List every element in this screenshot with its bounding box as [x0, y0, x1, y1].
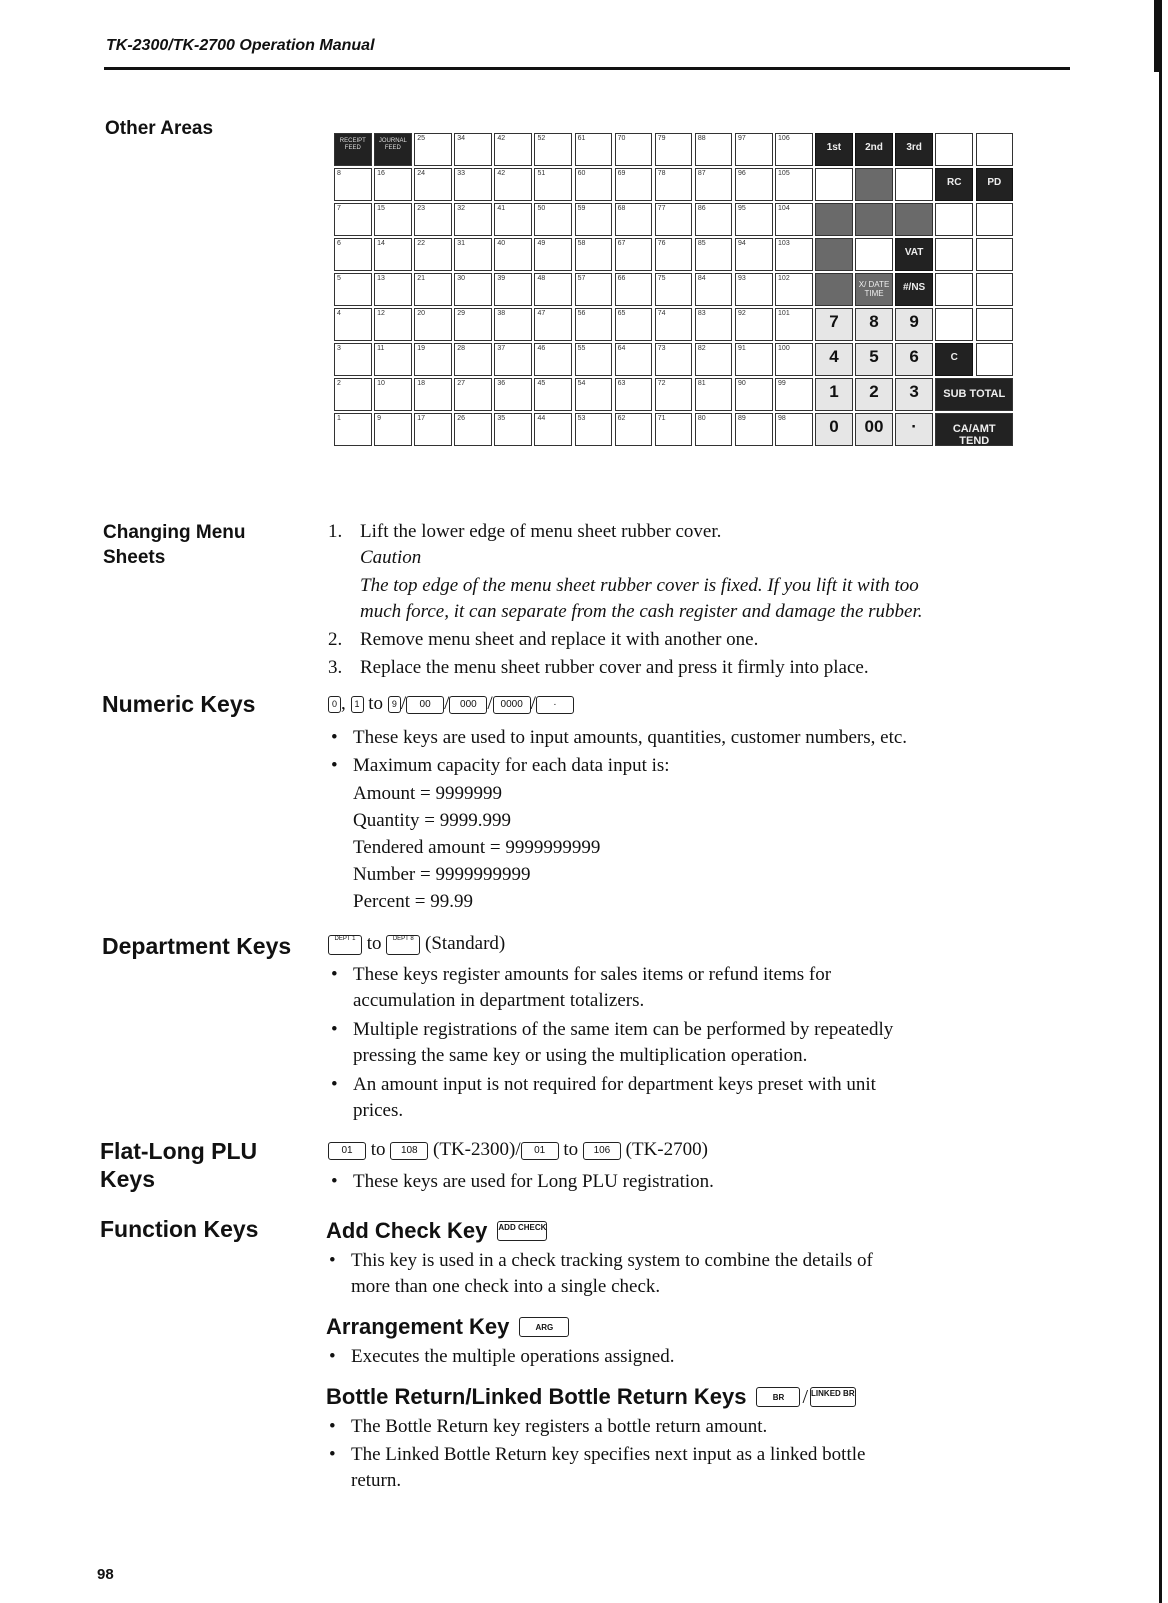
keyboard-key: 21: [414, 273, 452, 306]
keyboard-key: 49: [534, 238, 572, 271]
plu-heading-line2: Keys: [100, 1166, 155, 1192]
keyboard-key: 26: [454, 413, 492, 446]
step-2: [328, 627, 1068, 653]
keyboard-key: 2nd: [855, 133, 893, 166]
keyboard-key: 50: [534, 203, 572, 236]
keyboard-key: [935, 203, 973, 236]
keyboard-key: 16: [374, 168, 412, 201]
keyboard-key: 94: [735, 238, 773, 271]
step-3: [328, 655, 1068, 681]
caution-text-line1: The top edge of the menu sheet rubber cover is fixed. If you lift it with too: [360, 575, 919, 596]
slash: /: [802, 1386, 809, 1408]
keyboard-key: 65: [615, 308, 653, 341]
slash: /: [487, 693, 493, 714]
keyboard-key: 70: [615, 133, 653, 166]
changing-menu-heading-line2: Sheets: [103, 547, 166, 568]
caution-label: Caution: [360, 547, 422, 568]
bottle-bullet-2: [326, 1442, 1066, 1494]
add-check-title: [326, 1218, 1066, 1244]
keyboard-key: 99: [775, 378, 813, 411]
plu-key-range: [328, 1137, 1068, 1163]
keyboard-key: 22: [414, 238, 452, 271]
keyboard-key: [855, 168, 893, 201]
to-word: to: [563, 1139, 579, 1160]
keyboard-key: 88: [695, 133, 733, 166]
keyboard-key: 64: [615, 343, 653, 376]
changing-menu-steps: [328, 519, 1068, 681]
keyboard-key: 5: [855, 343, 893, 376]
keyboard-key: 27: [454, 378, 492, 411]
key-dept-1: DEPT 1: [328, 935, 362, 955]
bullet-line: more than one check into a single check.: [351, 1276, 661, 1297]
keyboard-key: 83: [695, 308, 733, 341]
keyboard-key: 30: [454, 273, 492, 306]
keyboard-key: 74: [655, 308, 693, 341]
keyboard-key: 10: [374, 378, 412, 411]
keyboard-key: 69: [615, 168, 653, 201]
keyboard-key: [855, 203, 893, 236]
slash: /: [400, 693, 407, 714]
keyboard-key: 41: [494, 203, 532, 236]
key-plu-108: 108: [390, 1142, 428, 1160]
keyboard-key: 31: [454, 238, 492, 271]
keyboard-key: 96: [735, 168, 773, 201]
key-1: 1: [351, 696, 364, 713]
keyboard-key: [855, 238, 893, 271]
department-keys-body: [328, 931, 1038, 1126]
keyboard-key: [976, 308, 1014, 341]
keyboard-key: 86: [695, 203, 733, 236]
bullet-line: accumulation in department totalizers.: [353, 990, 645, 1011]
header-rule: [104, 67, 1070, 70]
capacity-tendered: Tendered amount = 9999999999: [353, 837, 601, 858]
keyboard-key: [976, 343, 1014, 376]
keyboard-key: 3: [895, 378, 933, 411]
keyboard-key: CA/AMT TEND: [935, 413, 1013, 446]
to-word: to: [370, 1139, 386, 1160]
keyboard-key: [976, 203, 1014, 236]
keyboard-key: 57: [575, 273, 613, 306]
step-number: 2.: [328, 629, 343, 650]
keyboard-key: 19: [414, 343, 452, 376]
keyboard-key: 12: [374, 308, 412, 341]
keyboard-key: [976, 133, 1014, 166]
keyboard-key: 1: [815, 378, 853, 411]
keyboard-key: 75: [655, 273, 693, 306]
keyboard-key: [935, 273, 973, 306]
keyboard-key: 4: [815, 343, 853, 376]
running-header: TK-2300/TK-2700 Operation Manual: [106, 37, 375, 54]
plu-heading-line1: Flat-Long PLU: [100, 1138, 258, 1164]
keyboard-key: 47: [534, 308, 572, 341]
bullet-line: • An amount input is not required for department keys preset with unit: [353, 1074, 876, 1095]
keyboard-key: 42: [494, 168, 532, 201]
keyboard-key: 40: [494, 238, 532, 271]
bullet-line: pressing the same key or using the multiplication operation.: [353, 1045, 808, 1066]
keyboard-key: 3: [334, 343, 372, 376]
keyboard-key: 9: [374, 413, 412, 446]
keyboard-key: 58: [575, 238, 613, 271]
keyboard-key: 63: [615, 378, 653, 411]
standard-label: (Standard): [425, 933, 506, 954]
key-decimal: ·: [536, 696, 574, 714]
keyboard-key: 0: [815, 413, 853, 446]
key-plu-106: 106: [583, 1142, 621, 1160]
keyboard-key: 11: [374, 343, 412, 376]
keyboard-key: [976, 273, 1014, 306]
step-number: 3.: [328, 657, 343, 678]
keyboard-key: [815, 168, 853, 201]
step-text: Lift the lower edge of menu sheet rubber cover.: [360, 521, 722, 542]
keyboard-key: 76: [655, 238, 693, 271]
function-keys-body: [326, 1212, 1066, 1496]
keyboard-key: 97: [735, 133, 773, 166]
slash: /: [444, 693, 450, 714]
keyboard-key: 53: [575, 413, 613, 446]
keyboard-key: [815, 273, 853, 306]
keyboard-key: 98: [775, 413, 813, 446]
keyboard-key: 51: [534, 168, 572, 201]
keyboard-key: 82: [695, 343, 733, 376]
keyboard-key: 84: [695, 273, 733, 306]
keyboard-key: [935, 133, 973, 166]
keyboard-key: 25: [414, 133, 452, 166]
numeric-bullet-2: • Maximum capacity for each data input is:: [328, 753, 1088, 779]
keyboard-key: 90: [735, 378, 773, 411]
department-key-range: [328, 931, 1038, 957]
add-check-bullet: [326, 1248, 1066, 1300]
to-word: to: [366, 933, 382, 954]
step-1: [328, 519, 1068, 545]
keyboard-key: 35: [494, 413, 532, 446]
keyboard-key: 105: [775, 168, 813, 201]
keyboard-key: 13: [374, 273, 412, 306]
key-0000: 0000: [493, 696, 531, 714]
keyboard-key: 77: [655, 203, 693, 236]
key-000: 000: [449, 696, 487, 714]
bullet-line: • The Linked Bottle Return key specifies next input as a linked bottle: [351, 1444, 866, 1465]
keyboard-key: 2: [334, 378, 372, 411]
key-0: 0: [328, 696, 341, 713]
keyboard-key: 80: [695, 413, 733, 446]
step-number: 1.: [328, 521, 343, 542]
keyboard-key: [815, 238, 853, 271]
capacity-percent: Percent = 99.99: [353, 891, 473, 912]
function-keys-heading: Function Keys: [100, 1216, 259, 1242]
keyboard-key: 23: [414, 203, 452, 236]
numeric-key-list: [328, 691, 1088, 717]
key-9: 9: [388, 696, 401, 713]
key-00: 00: [406, 696, 444, 714]
keyboard-key: 72: [655, 378, 693, 411]
keyboard-key: 101: [775, 308, 813, 341]
keyboard-key: 103: [775, 238, 813, 271]
keyboard-key: [895, 168, 933, 201]
key-dept-8: DEPT 8: [386, 935, 420, 955]
keyboard-key: 34: [454, 133, 492, 166]
keyboard-key: 29: [454, 308, 492, 341]
bottle-bullet-1: • The Bottle Return key registers a bottle return amount.: [326, 1414, 1066, 1440]
keyboard-key: 67: [615, 238, 653, 271]
keyboard-key: 6: [334, 238, 372, 271]
comma: ,: [341, 693, 346, 714]
keyboard-key: 91: [735, 343, 773, 376]
caution-text-line2: much force, it can separate from the cash register and damage the rubber.: [360, 601, 923, 622]
keyboard-key: 45: [534, 378, 572, 411]
keyboard-key: 106: [775, 133, 813, 166]
arrangement-title-text: Arrangement Key: [326, 1314, 510, 1339]
keyboard-key: 54: [575, 378, 613, 411]
numeric-bullet-1: • These keys are used to input amounts, quantities, customer numbers, etc.: [328, 725, 1088, 751]
arrangement-title: [326, 1314, 1066, 1340]
keyboard-key: 37: [494, 343, 532, 376]
key-plu-01-b: 01: [521, 1142, 559, 1160]
keyboard-key: 8: [855, 308, 893, 341]
keyboard-key: 78: [655, 168, 693, 201]
keyboard-key: 102: [775, 273, 813, 306]
plu-keys-heading: [100, 1137, 257, 1193]
keyboard-key: 85: [695, 238, 733, 271]
bottle-return-title-text: Bottle Return/Linked Bottle Return Keys: [326, 1384, 747, 1409]
keyboard-key: #/NS: [895, 273, 933, 306]
keyboard-key: 71: [655, 413, 693, 446]
keyboard-key: 15: [374, 203, 412, 236]
keyboard-key: [815, 203, 853, 236]
capacity-amount: Amount = 9999999: [353, 783, 502, 804]
key-add-check: ADD CHECK: [497, 1221, 547, 1241]
model-tk2700: (TK-2700): [625, 1139, 708, 1160]
keyboard-key: 44: [534, 413, 572, 446]
keyboard-key: 68: [615, 203, 653, 236]
keyboard-key: [935, 308, 973, 341]
keyboard-key: 93: [735, 273, 773, 306]
key-arrangement: ARG: [519, 1317, 569, 1337]
keyboard-key: 52: [534, 133, 572, 166]
key-plu-01: 01: [328, 1142, 366, 1160]
add-check-title-text: Add Check Key: [326, 1218, 488, 1243]
keyboard-key: 9: [895, 308, 933, 341]
keyboard-grid: [334, 133, 1008, 446]
keyboard-key: 18: [414, 378, 452, 411]
keyboard-key: C: [935, 343, 973, 376]
keyboard-key: [895, 203, 933, 236]
keyboard-key: 1st: [815, 133, 853, 166]
keyboard-key: 2: [855, 378, 893, 411]
bullet-line: • Multiple registrations of the same item can be performed by repeatedly: [353, 1019, 894, 1040]
keyboard-key: 66: [615, 273, 653, 306]
keyboard-key: 89: [735, 413, 773, 446]
keyboard-key: 48: [534, 273, 572, 306]
keyboard-key: 1: [334, 413, 372, 446]
keyboard-key: 56: [575, 308, 613, 341]
key-linked-bottle-return: LINKED BR: [810, 1387, 856, 1407]
department-bullet-2: [328, 1017, 1038, 1069]
keyboard-key: 62: [615, 413, 653, 446]
plu-bullet-1: • These keys are used for Long PLU registration.: [328, 1169, 1068, 1195]
keyboard-key: 3rd: [895, 133, 933, 166]
keyboard-key: 36: [494, 378, 532, 411]
keyboard-key: 20: [414, 308, 452, 341]
keyboard-key: 59: [575, 203, 613, 236]
keyboard-key: 42: [494, 133, 532, 166]
department-keys-heading: Department Keys: [102, 933, 292, 959]
bullet-line: • These keys register amounts for sales items or refund items for: [353, 964, 832, 985]
keyboard-key: [935, 238, 973, 271]
to-word: to: [368, 693, 384, 714]
capacity-list: [328, 781, 1088, 915]
keyboard-key: 00: [855, 413, 893, 446]
keyboard-key: 46: [534, 343, 572, 376]
capacity-quantity: Quantity = 9999.999: [353, 810, 511, 831]
keyboard-key: 4: [334, 308, 372, 341]
bottle-keys: [756, 1384, 855, 1410]
bottle-return-title: [326, 1384, 1066, 1410]
changing-menu-heading-line1: Changing Menu: [103, 522, 246, 543]
keyboard-key: JOURNAL FEED: [374, 133, 412, 166]
keyboard-key: 104: [775, 203, 813, 236]
keyboard-key: 95: [735, 203, 773, 236]
step-text: Replace the menu sheet rubber cover and press it firmly into place.: [360, 657, 869, 678]
keyboard-key: 38: [494, 308, 532, 341]
keyboard-key: 17: [414, 413, 452, 446]
plu-keys-body: [328, 1137, 1068, 1197]
keyboard-key: 7: [815, 308, 853, 341]
keyboard-key: 81: [695, 378, 733, 411]
keyboard-key: 61: [575, 133, 613, 166]
keyboard-key: 7: [334, 203, 372, 236]
keyboard-key: 60: [575, 168, 613, 201]
keyboard-key: X/ DATE TIME: [855, 273, 893, 306]
bullet-line: • This key is used in a check tracking system to combine the details of: [351, 1250, 873, 1271]
keyboard-key: ·: [895, 413, 933, 446]
keyboard-key: RECEIPT FEED: [334, 133, 372, 166]
department-bullet-1: [328, 962, 1038, 1014]
changing-menu-heading: [103, 520, 245, 570]
keyboard-layout-diagram: [334, 133, 1008, 453]
keyboard-key: 24: [414, 168, 452, 201]
keyboard-key: 28: [454, 343, 492, 376]
keyboard-key: 8: [334, 168, 372, 201]
keyboard-key: 55: [575, 343, 613, 376]
keyboard-key: SUB TOTAL: [935, 378, 1013, 411]
page-number: 98: [97, 1566, 114, 1583]
capacity-number: Number = 9999999999: [353, 864, 531, 885]
bullet-line: return.: [351, 1470, 402, 1491]
department-bullet-3: [328, 1072, 1038, 1124]
keyboard-key: 73: [655, 343, 693, 376]
model-tk2300: (TK-2300)/: [433, 1139, 521, 1160]
keyboard-key: 5: [334, 273, 372, 306]
slash: /: [530, 693, 536, 714]
arrangement-bullet: • Executes the multiple operations assigned.: [326, 1344, 1066, 1370]
keyboard-key: 79: [655, 133, 693, 166]
numeric-keys-body: [328, 691, 1088, 915]
keyboard-key: VAT: [895, 238, 933, 271]
other-areas-heading: Other Areas: [105, 118, 214, 139]
numeric-keys-heading: Numeric Keys: [102, 691, 256, 717]
keyboard-key: 6: [895, 343, 933, 376]
keyboard-key: PD: [976, 168, 1014, 201]
keyboard-key: 39: [494, 273, 532, 306]
keyboard-key: [976, 238, 1014, 271]
keyboard-key: 100: [775, 343, 813, 376]
key-bottle-return: BR: [756, 1387, 800, 1407]
keyboard-key: 87: [695, 168, 733, 201]
keyboard-key: 92: [735, 308, 773, 341]
binding-edge: [1159, 0, 1162, 1603]
keyboard-key: 14: [374, 238, 412, 271]
keyboard-key: 33: [454, 168, 492, 201]
bullet-line: prices.: [353, 1100, 404, 1121]
step-text: Remove menu sheet and replace it with another one.: [360, 629, 759, 650]
keyboard-key: 32: [454, 203, 492, 236]
keyboard-key: RC: [935, 168, 973, 201]
